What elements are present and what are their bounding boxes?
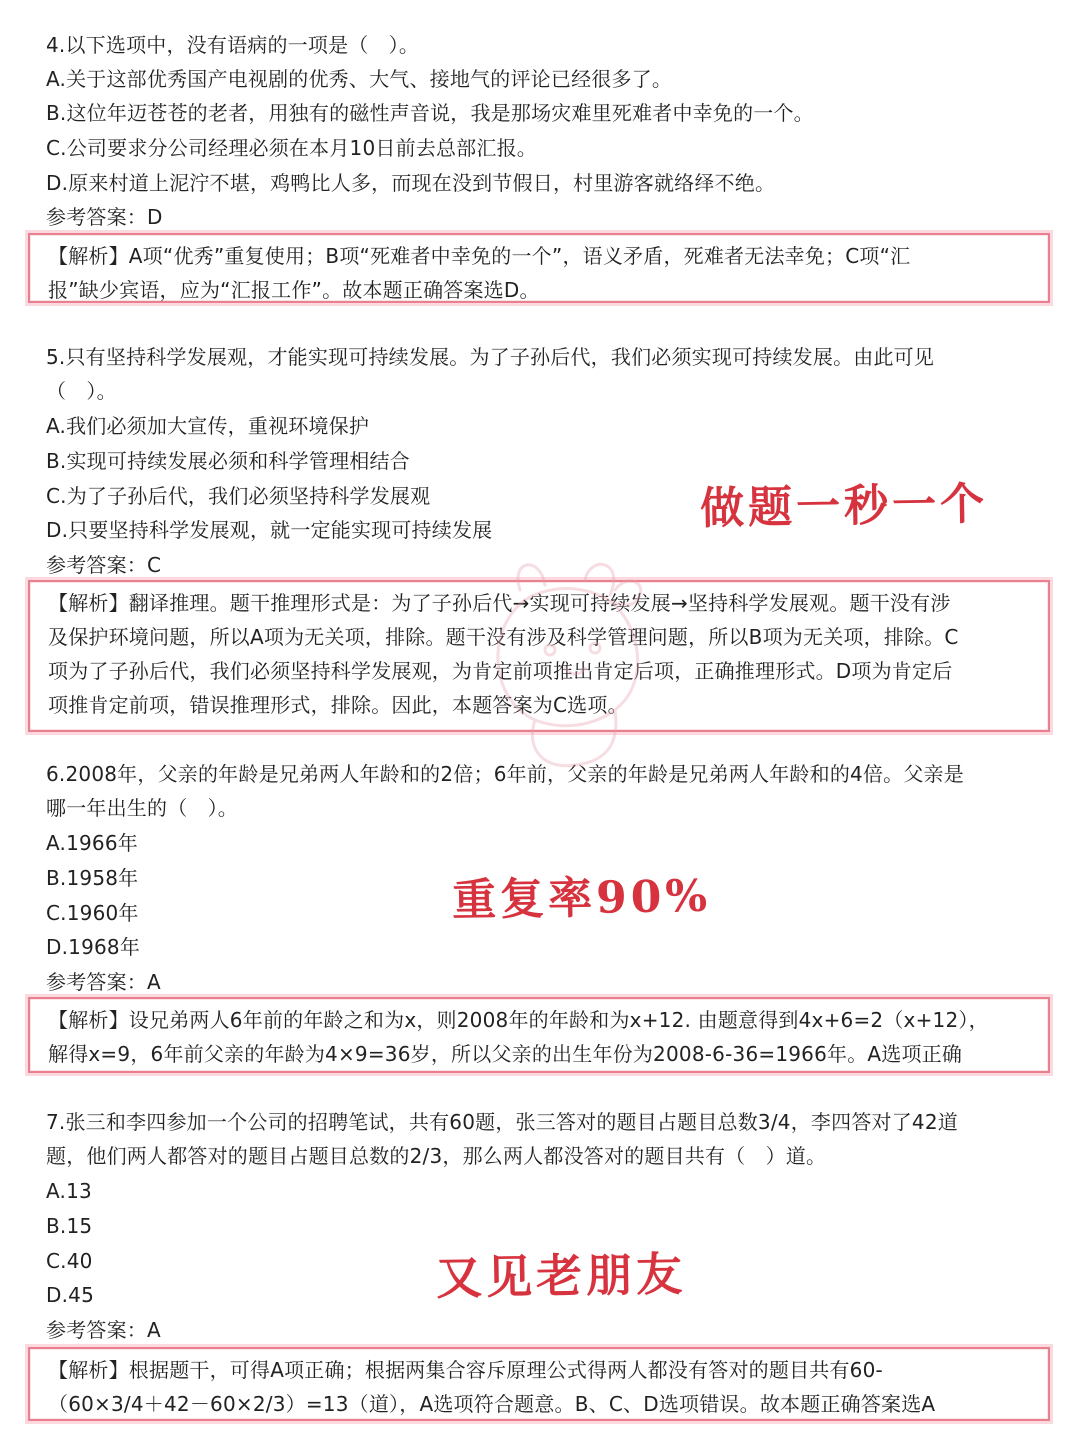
q5-analysis-line-4: 项推肯定前项，错误推理形式，排除。因此，本题答案为C选项。	[48, 693, 628, 717]
q7-option-d: D.45	[46, 1283, 95, 1307]
q7-answer: 参考答案：A	[46, 1318, 161, 1342]
q4-stem: 4.以下选项中，没有语病的一项是（ ）。	[46, 33, 420, 57]
q5-answer: 参考答案：C	[46, 553, 162, 577]
q4-analysis-line-2: 报”缺少宾语，应为“汇报工作”。故本题正确答案选D。	[48, 278, 540, 302]
q6-analysis-box	[28, 997, 1050, 1073]
q5-analysis-line-2: 及保护环境问题，所以A项为无关项，排除。题干没有涉及科学管理问题，所以B项为无关项，排除。C	[48, 625, 959, 649]
q7-analysis-line-1: 【解析】根据题干，可得A项正确；根据两集合容斥原理公式得两人都没有答对的题目共有60-	[48, 1358, 883, 1382]
q4-option-c: C.公司要求分公司经理必须在本月10日前去总部汇报。	[46, 136, 537, 160]
q6-analysis-line-2: 解得x=9，6年前父亲的年龄为4×9=36岁，所以父亲的出生年份为2008-6-36=1966年。A选项正确	[48, 1042, 963, 1066]
annotation-note-2: 重复率90%	[451, 870, 712, 927]
q7-analysis-line-2: （60×3/4＋42－60×2/3）=13（道），A选项符合题意。B、C、D选项错误。故本题正确答案选A	[48, 1392, 936, 1416]
q5-option-c: C.为了子孙后代，我们必须坚持科学发展观	[46, 484, 431, 508]
q4-answer: 参考答案：D	[46, 205, 163, 229]
q5-stem-line-2: （ ）。	[46, 379, 117, 403]
q5-option-a: A.我们必须加大宣传，重视环境保护	[46, 414, 370, 438]
q7-option-b: B.15	[46, 1214, 93, 1238]
q7-stem-line-1: 7.张三和李四参加一个公司的招聘笔试，共有60题，张三答对的题目占题目总数3/4，李四答对了42道	[46, 1110, 958, 1134]
q6-stem-line-2: 哪一年出生的（ ）。	[46, 796, 238, 820]
q4-option-a: A.关于这部优秀国产电视剧的优秀、大气、接地气的评论已经很多了。	[46, 67, 673, 91]
q4-option-b: B.这位年迈苍苍的老者，用独有的磁性声音说，我是那场灾难里死难者中幸免的一个。	[46, 101, 814, 125]
q6-stem-line-1: 6.2008年，父亲的年龄是兄弟两人年龄和的2倍；6年前，父亲的年龄是兄弟两人年龄和的4倍。父亲是	[46, 762, 964, 786]
q5-stem-line-1: 5.只有坚持科学发展观，才能实现可持续发展。为了子孙后代，我们必须实现可持续发展。由此可见	[46, 345, 935, 369]
q6-option-b: B.1958年	[46, 866, 139, 890]
q7-option-c: C.40	[46, 1249, 93, 1273]
watermark-mascot-icon	[465, 550, 665, 780]
q5-option-d: D.只要坚持科学发展观，就一定能实现可持续发展	[46, 518, 493, 542]
q6-answer: 参考答案：A	[46, 970, 161, 994]
q5-analysis-line-3: 项为了子孙后代，我们必须坚持科学发展观，为肯定前项推出肯定后项，正确推理形式。D项为肯定后	[48, 659, 953, 683]
q4-option-d: D.原来村道上泥泞不堪，鸡鸭比人多，而现在没到节假日，村里游客就络绎不绝。	[46, 171, 776, 195]
q6-option-a: A.1966年	[46, 831, 138, 855]
q5-analysis-line-1: 【解析】翻译推理。题干推理形式是：为了子孙后代→实现可持续发展→坚持科学发展观。题干没有涉	[48, 591, 951, 615]
q4-analysis-line-1: 【解析】A项“优秀”重复使用；B项“死难者中幸免的一个”，语义矛盾，死难者无法幸免；C项“汇	[48, 244, 911, 268]
q4-analysis-box	[28, 233, 1050, 303]
annotation-note-1: 做题一秒一个	[699, 478, 989, 535]
q6-option-c: C.1960年	[46, 901, 139, 925]
q5-option-b: B.实现可持续发展必须和科学管理相结合	[46, 449, 410, 473]
q7-option-a: A.13	[46, 1179, 92, 1203]
q7-analysis-box	[28, 1347, 1050, 1421]
q7-stem-line-2: 题，他们两人都答对的题目占题目总数的2/3，那么两人都没答对的题目共有（ ）道。	[46, 1144, 827, 1168]
q6-analysis-line-1: 【解析】设兄弟两人6年前的年龄之和为x，则2008年的年龄和为x+12. 由题意得到4x+6=2（x+12），	[48, 1008, 989, 1032]
annotation-note-3: 又见老朋友	[435, 1246, 687, 1306]
q6-option-d: D.1968年	[46, 935, 141, 959]
